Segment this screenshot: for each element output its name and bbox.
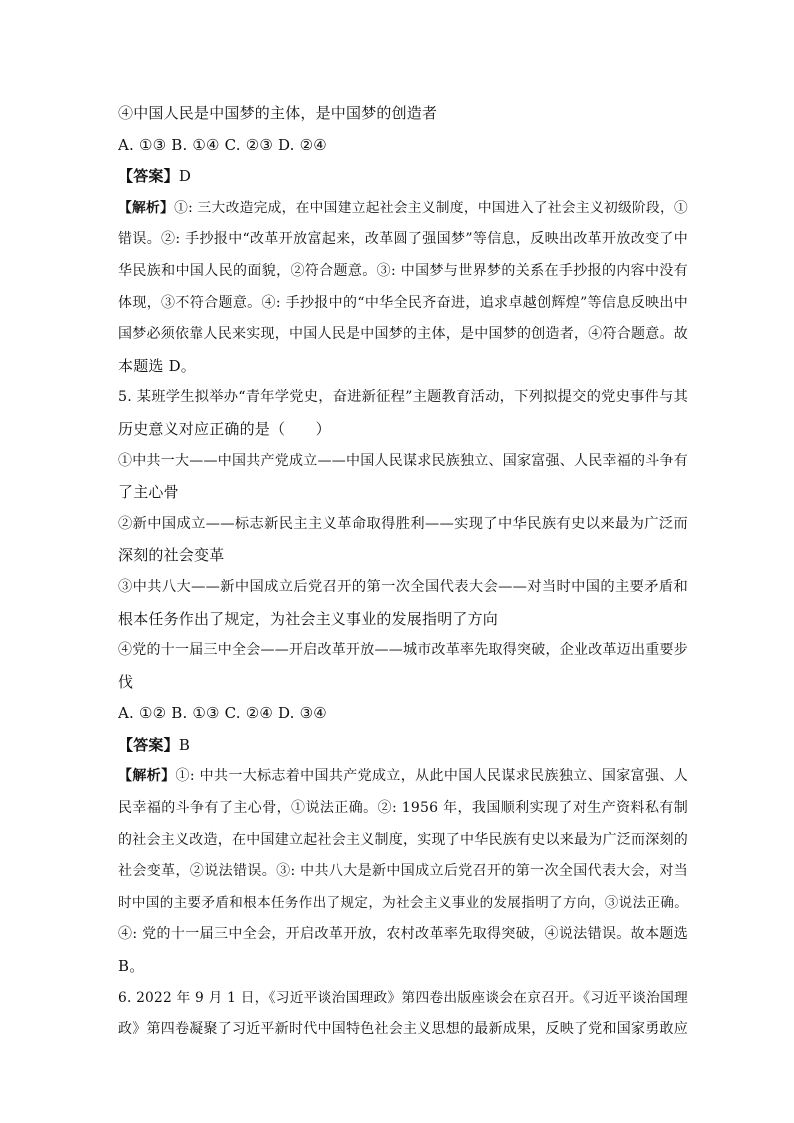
line-text: ①中共一大——中国共产党成立——中国人民谋求民族独立、国家富强、人民幸福的斗争有: [118, 452, 688, 469]
text-line: [118, 856, 688, 888]
text-line: [118, 540, 688, 572]
text-line: [118, 730, 688, 762]
text-line: [118, 825, 688, 857]
line-text: 5. 某班学生拟举办“青年学党史，奋进新征程”主题教育活动，下列拟提交的党史事件与其: [118, 389, 688, 406]
text-line: [118, 161, 688, 193]
line-text: B: [178, 735, 191, 754]
line-text: ③中共八大——新中国成立后党召开的第一次全国代表大会——对当时中国的主要矛盾和: [118, 578, 688, 595]
line-text: 错误。②: 手抄报中“改革开放富起来，改革圆了强国梦”等信息，反映出改革开放改变了中: [118, 231, 688, 248]
text-line: [118, 635, 688, 667]
text-line: [118, 288, 688, 320]
text-line: [118, 319, 688, 351]
text-line: [118, 224, 688, 256]
text-line: [118, 446, 688, 478]
text-line: [118, 509, 688, 541]
section-label: 【答案】: [118, 735, 179, 754]
line-text: ④: 党的十一届三中全会，开启改革开放，农村改革率先取得突破，④说法错误。故本题选: [118, 926, 688, 943]
line-text: 深刻的社会变革: [118, 546, 225, 565]
line-text: ②新中国成立——标志新民主主义革命取得胜利——实现了中华民族有史以来最为广泛而: [118, 515, 688, 532]
line-text: 华民族和中国人民的面貌，②符合题意。③: 中国梦与世界梦的关系在手抄报的内容中没有: [118, 262, 688, 279]
text-line: [118, 919, 688, 951]
line-text: A. ①③ B. ①④ C. ②③ D. ②④: [118, 135, 327, 154]
line-text: 民幸福的斗争有了主心骨，①说法正确。②: 1956 年，我国顺利实现了对生产资料私有制: [118, 800, 688, 817]
text-line: [118, 98, 688, 130]
text-line: [118, 604, 688, 636]
line-text: 国梦必须依靠人民来实现，中国人民是中国梦的主体，是中国梦的创造者，④符合题意。故: [118, 326, 688, 343]
text-line: [118, 256, 688, 288]
line-text: ④党的十一届三中全会——开启改革开放——城市改革率先取得突破，企业改革迈出重要步: [118, 642, 688, 659]
line-text: 本题选 D。: [118, 356, 196, 375]
line-text: D: [178, 167, 192, 186]
line-text: 政》第四卷凝聚了习近平新时代中国特色社会主义思想的最新成果，反映了党和国家勇敢应: [118, 1021, 688, 1038]
line-text: A. ①② B. ①③ C. ②④ D. ③④: [118, 704, 327, 723]
section-label: 【答案】: [118, 167, 179, 186]
text-line: [118, 382, 688, 414]
line-text: 的社会主义改造，在中国建立起社会主义制度，实现了中华民族有史以来最为广泛而深刻的: [118, 831, 688, 848]
line-text: B。: [118, 957, 145, 976]
text-line: [118, 351, 688, 383]
line-text: 社会变革，②说法错误。③: 中共八大是新中国成立后党召开的第一次全国代表大会，对当: [118, 863, 688, 880]
section-label: 【解析】: [118, 199, 175, 216]
line-text: 6. 2022 年 9 月 1 日，《习近平谈治国理政》第四卷出版座谈会在京召开。《习近平谈治国理: [118, 989, 688, 1006]
text-line: [118, 983, 688, 1015]
text-line: [118, 477, 688, 509]
line-text: ①: 中共一大标志着中国共产党成立，从此中国人民谋求民族独立、国家富强、人: [175, 768, 688, 785]
line-text: 体现，③不符合题意。④: 手抄报中的“中华全民齐奋进，追求卓越创辉煌”等信息反映出中: [118, 294, 688, 311]
text-line: [118, 698, 688, 730]
line-text: 了主心骨: [118, 483, 179, 502]
line-text: 历史意义对应正确的是（ ）: [118, 419, 331, 438]
text-line: [118, 130, 688, 162]
document-body: [118, 98, 688, 1046]
text-line: [118, 761, 688, 793]
line-text: 伐: [118, 672, 134, 691]
line-text: 时中国的主要矛盾和根本任务作出了规定，为社会主义事业的发展指明了方向，③说法正确。: [118, 894, 688, 911]
section-label: 【解析】: [118, 768, 176, 785]
line-text: ①: 三大改造完成，在中国建立起社会主义制度，中国进入了社会主义初级阶段，①: [174, 199, 688, 216]
text-line: [118, 572, 688, 604]
text-line: [118, 667, 688, 699]
text-line: [118, 888, 688, 920]
text-line: [118, 414, 688, 446]
line-text: 根本任务作出了规定，为社会主义事业的发展指明了方向: [118, 609, 499, 628]
line-text: ④中国人民是中国梦的主体，是中国梦的创造者: [118, 104, 438, 122]
text-line: [118, 1014, 688, 1046]
text-line: [118, 951, 688, 983]
text-line: [118, 793, 688, 825]
text-line: [118, 193, 688, 225]
